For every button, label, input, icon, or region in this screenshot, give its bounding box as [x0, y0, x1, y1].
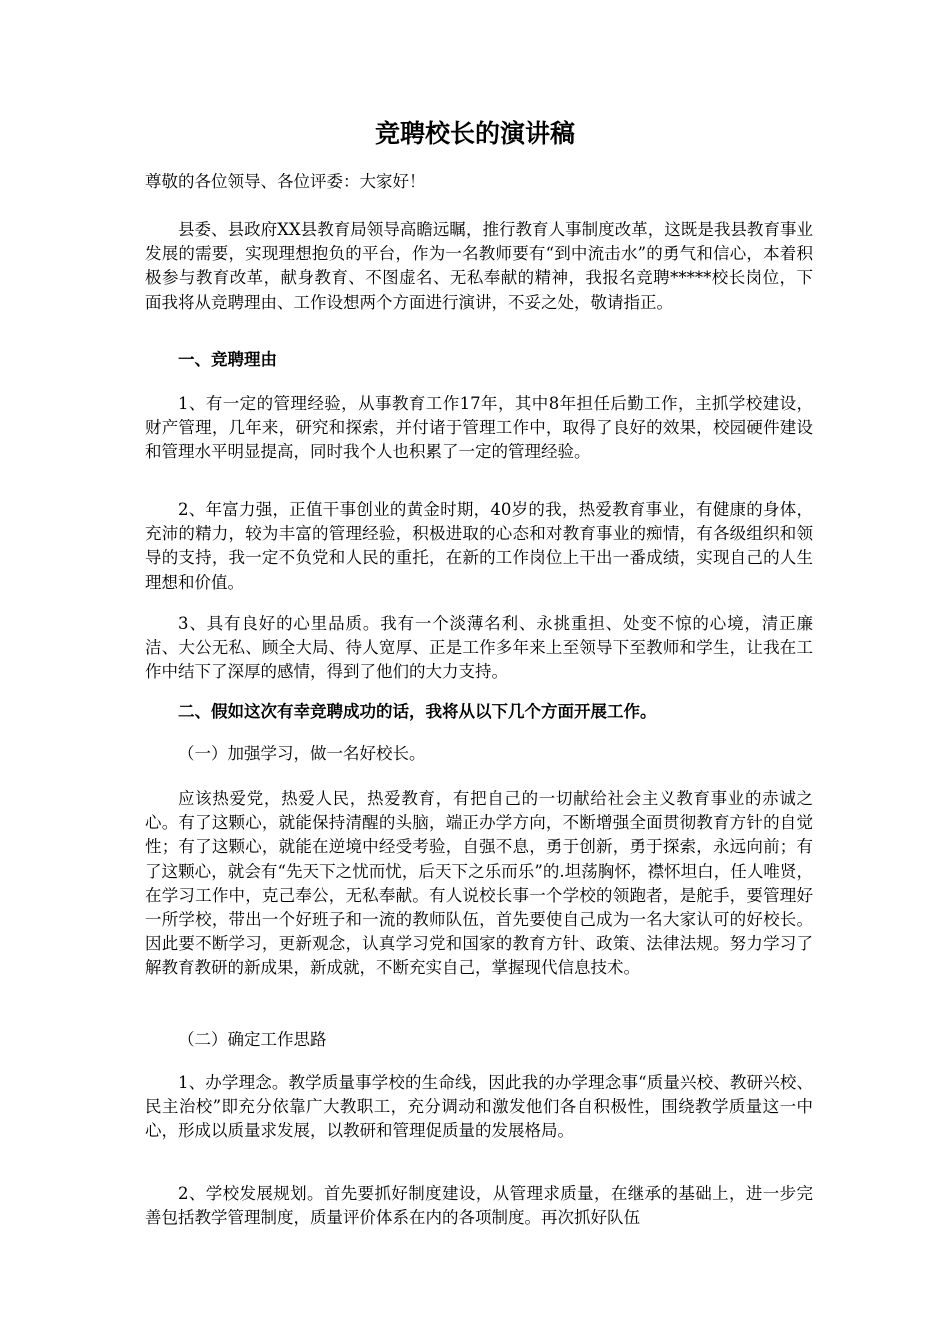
greeting: 尊敬的各位领导、各位评委：大家好！ [145, 172, 426, 191]
subsection-heading-ideas: （二）确定工作思路 [178, 1030, 327, 1049]
document-title: 竞聘校长的演讲稿 [374, 119, 575, 148]
subsection-heading-study: （一）加强学习，做一名好校长。 [178, 744, 426, 763]
intro-paragraph: 县委、县政府XX县教育局领导高瞻远瞩，推行教育人事制度改革，这既是我县教育事业发展的需要，实现理想抱负的平台，作为一名教师要有“到中流击水”的勇气和信心，本着积极参与教育改革，献身教育、不图虚名、无私奉献的精神，我报名竞聘*****校长岗位，下面我将从竞聘理由、工作设想两个方面进行演讲，不妥之处，敬请指正。 [145, 220, 813, 312]
reason-paragraph-2: 2、年富力强，正值干事创业的黄金时期，40岁的我，热爱教育事业，有健康的身体，充沛的精力，较为丰富的管理经验，积极进取的心态和对教育事业的痴情，有各级组织和领导的支持，我一定不负党和人民的重托，在新的工作岗位上干出一番成绩，实现自己的人生理想和价值。 [145, 500, 813, 592]
study-paragraph: 应该热爱党，热爱人民，热爱教育，有把自己的一切献给社会主义教育事业的赤诚之心。有了这颗心，就能保持清醒的头脑，端正办学方向，不断增强全面贯彻教育方针的自觉性；有了这颗心，就能在逆境中经受考验，自强不息，勇于创新，勇于探索，永远向前；有了这颗心，就会有“先天下之忧而忧，后天下之乐而乐”的.坦荡胸怀，襟怀坦白，任人唯贤，在学习工作中，克己奉公，无私奉献。有人说校长事一个学校的领跑者，是舵手，要管理好一所学校，带出一个好班子和一流的教师队伍，首先要使自己成为一名大家认可的好校长。因此要不断学习，更新观念，认真学习党和国家的教育方针、政策、法律法规。努力学习了解教育教研的新成果，新成就，不断充实自己，掌握现代信息技术。 [145, 789, 813, 978]
section-heading-plans: 二、假如这次有幸竞聘成功的话，我将从以下几个方面开展工作。 [178, 702, 657, 721]
idea-paragraph-2: 2、学校发展规划。首先要抓好制度建设，从管理求质量，在继承的基础上，进一步完善包括教学管理制度，质量评价体系在内的各项制度。再次抓好队伍 [145, 1184, 813, 1228]
idea-paragraph-1: 1、办学理念。教学质量事学校的生命线，因此我的办学理念事“质量兴校、教研兴校、民主治校”即充分依靠广大教职工，充分调动和激发他们各自积极性，围绕教学质量这一中心，形成以质量求发展，以教研和管理促质量的发展格局。 [145, 1073, 813, 1141]
section-heading-reasons: 一、竞聘理由 [178, 350, 277, 369]
reason-paragraph-1: 1、有一定的管理经验，从事教育工作17年，其中8年担任后勤工作，主抓学校建设，财产管理，几年来，研究和探索，并付诸于管理工作中，取得了良好的效果，校园硬件建设和管理水平明显提高，同时我个人也积累了一定的管理经验。 [145, 394, 813, 462]
reason-paragraph-3: 3、具有良好的心里品质。我有一个淡薄名利、永挑重担、处变不惊的心境，清正廉洁、大公无私、顾全大局、待人宽厚、正是工作多年来上至领导下至教师和学生，让我在工作中结下了深厚的感情，得到了他们的大力支持。 [145, 614, 813, 682]
